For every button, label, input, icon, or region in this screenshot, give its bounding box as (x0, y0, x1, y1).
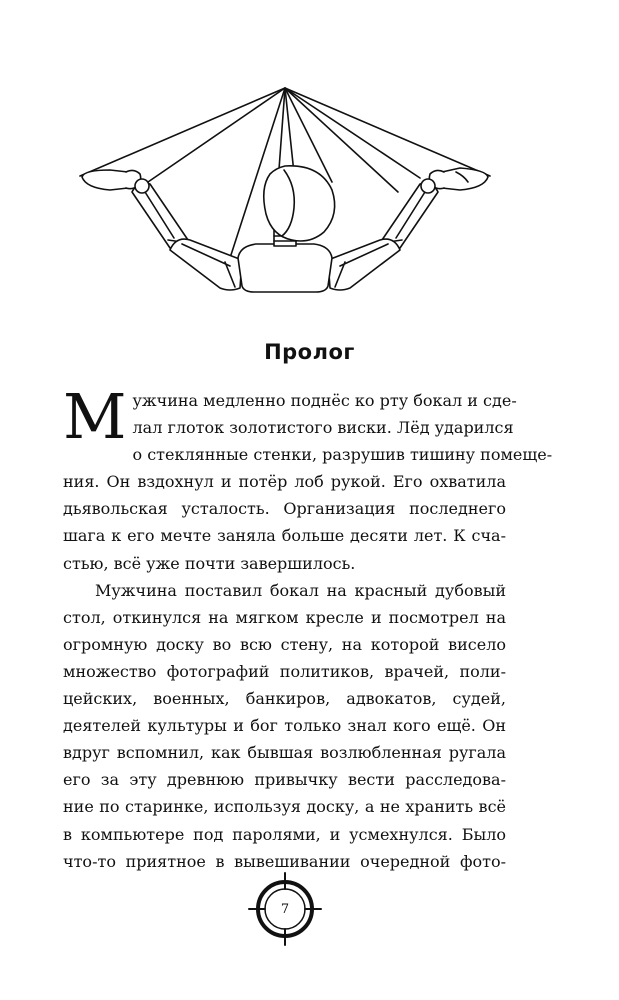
paragraph-1 (63, 380, 553, 577)
drop-cap-letter: М (63, 380, 127, 453)
page-number: 7 (280, 901, 290, 917)
text-line: стол, откинулся на мягком кресле и посмотрел на (63, 607, 506, 627)
text-line: цейских, военных, банкиров, адвокатов, судей, (63, 689, 506, 709)
text-line: ния. Он вздохнул и потёр лоб рукой. Его охватила (63, 472, 506, 492)
text-line: деятелей культуры и бог только знал кого ещё. Он (63, 716, 506, 736)
paragraph-2 (63, 577, 506, 875)
text-line: Мужчина поставил бокал на красный дубовый (95, 580, 506, 600)
body-text (63, 380, 553, 875)
mannequin-torso (238, 244, 332, 292)
text-line: множество фотографий политиков, врачей, поли- (63, 661, 506, 681)
text-line: ужчина медленно поднёс ко рту бокал и сде- (132, 391, 517, 410)
text-line: лал глоток золотистого виски. Лёд ударился (132, 418, 514, 438)
text-line: шага к его мечте заняла больше десяти лет. К сча- (63, 526, 506, 546)
text-line: о стеклянные стенки, разрушив тишину помеще- (132, 445, 553, 465)
text-line: ние по старинке, используя доску, а не хранить всё (63, 797, 506, 817)
left-hand (82, 170, 141, 190)
text-line: его за эту древнюю привычку вести расследова- (63, 770, 506, 790)
text-line: стью, всё уже почти завершилось. (63, 553, 356, 573)
text-line: огромную доску во всю стену, на которой висело (63, 634, 506, 654)
mannequin-head (264, 166, 335, 241)
mannequin-illustration (70, 80, 500, 305)
chapter-title: Пролог (264, 340, 355, 364)
right-upper-arm (328, 239, 400, 290)
right-hand (429, 168, 488, 190)
left-upper-arm (170, 239, 242, 290)
text-line: вдруг вспомнил, как бывшая возлюбленная ругала (63, 743, 506, 763)
text-line: что-то приятное в вывешивании очередной фото- (63, 851, 506, 871)
text-line: в компьютере под паролями, и усмехнулся. Было (63, 824, 506, 844)
text-line: дьявольская усталость. Организация последнего (63, 499, 506, 519)
